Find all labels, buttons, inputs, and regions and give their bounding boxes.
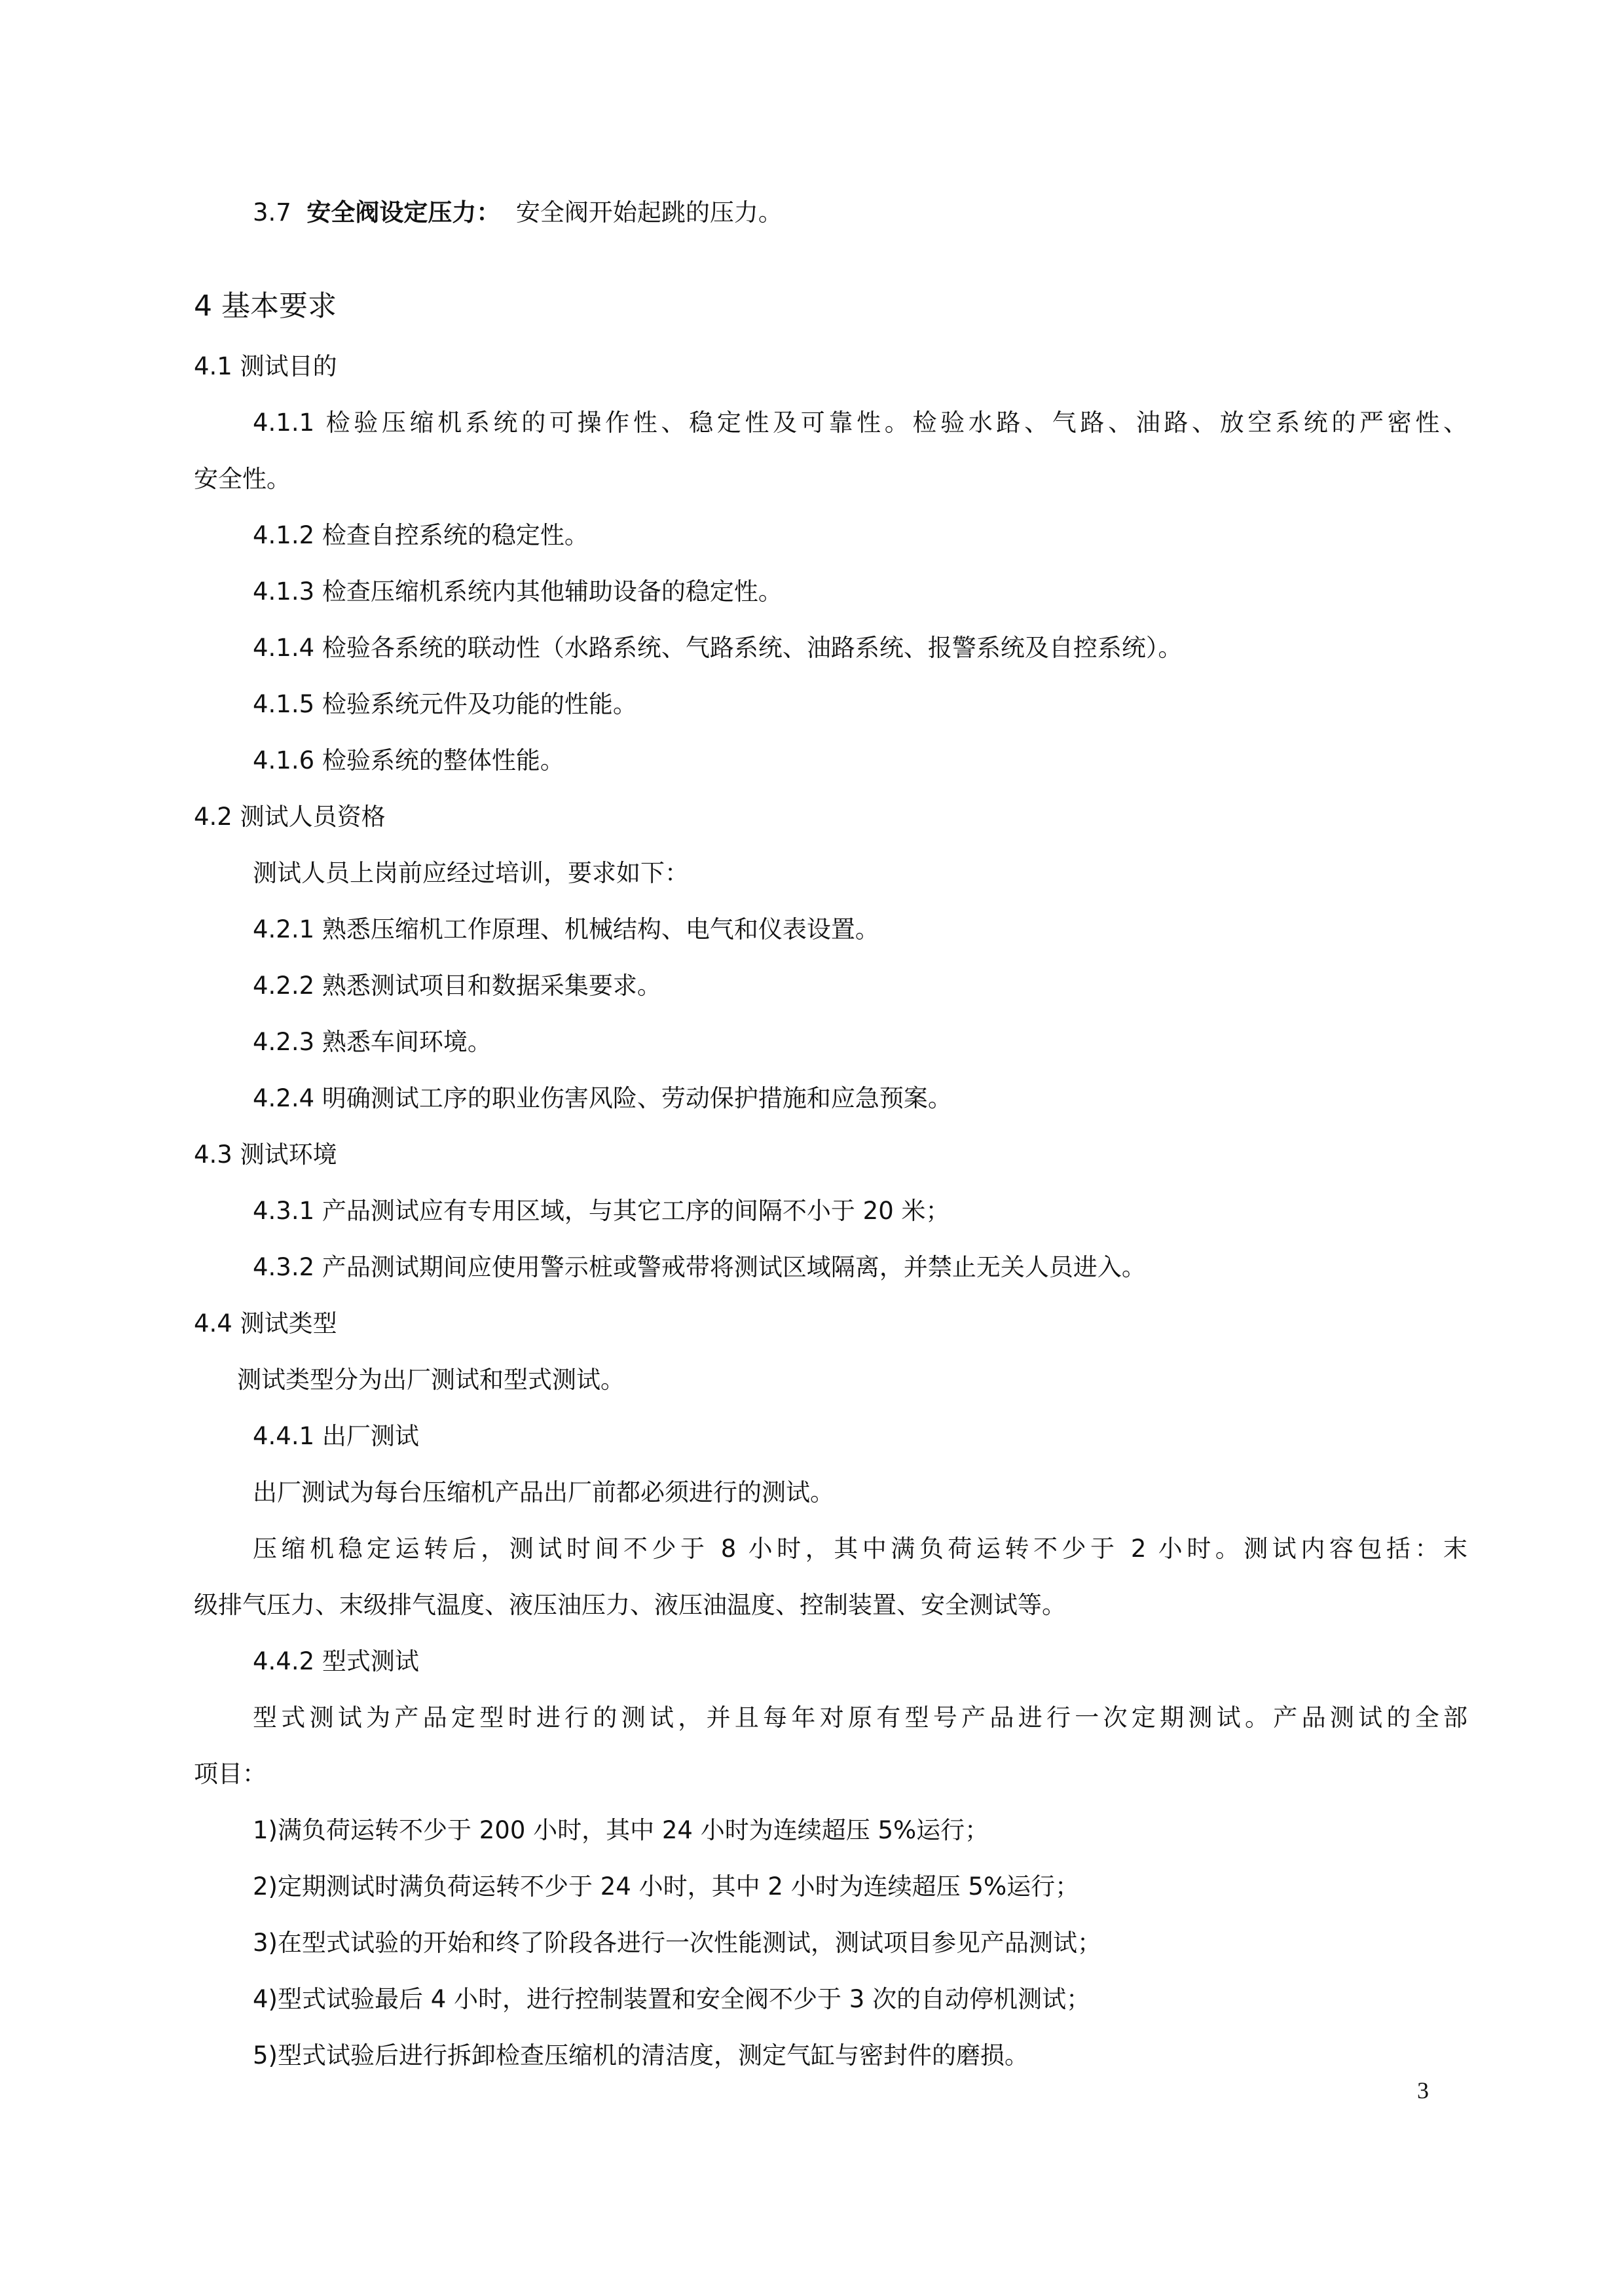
item-4-1-4: 4.1.4 检验各系统的联动性（水路系统、气路系统、油路系统、报警系统及自控系统）。	[253, 634, 1183, 662]
list-item: 5)型式试验后进行拆卸检查压缩机的清洁度，测定气缸与密封件的磨损。	[253, 2041, 1029, 2069]
paragraph-4-4-1-p2-line2: 级排气压力、末级排气温度、液压油压力、液压油温度、控制装置、安全测试等。	[194, 1591, 1066, 1619]
item-4-1-2: 4.1.2 检查自控系统的稳定性。	[253, 521, 589, 549]
item-4-2-3: 4.2.3 熟悉车间环境。	[253, 1028, 492, 1056]
item-4-3-1: 4.3.1 产品测试应有专用区域，与其它工序的间隔不小于 20 米；	[253, 1197, 950, 1225]
section-heading-4: 4 基本要求	[194, 289, 337, 323]
subsection-heading-4-3: 4.3 测试环境	[194, 1140, 337, 1169]
item-4-3-2: 4.3.2 产品测试期间应使用警示桩或警戒带将测试区域隔离，并禁止无关人员进入。	[253, 1253, 1146, 1281]
term-definition: 安全阀开始起跳的压力。	[515, 198, 783, 227]
page-number: 3	[1417, 2077, 1429, 2104]
section-3-7	[253, 200, 783, 225]
term-heading: 安全阀设定压力：	[306, 198, 501, 227]
subsection-heading-4-2: 4.2 测试人员资格	[194, 803, 386, 831]
item-4-1-5: 4.1.5 检验系统元件及功能的性能。	[253, 690, 637, 718]
item-4-1-6: 4.1.6 检验系统的整体性能。	[253, 746, 564, 774]
paragraph-4-4-2-p1-line2: 项目：	[194, 1760, 267, 1788]
item-4-2-2: 4.2.2 熟悉测试项目和数据采集要求。	[253, 972, 661, 1000]
list-item: 4)型式试验最后 4 小时，进行控制装置和安全阀不少于 3 次的自动停机测试；	[253, 1985, 1091, 2013]
paragraph-4-1-1-line1: 4.1.1 检验压缩机系统的可操作性、稳定性及可靠性。检验水路、气路、油路、放空系统的严密性、	[253, 409, 1467, 437]
item-4-2-1: 4.2.1 熟悉压缩机工作原理、机械结构、电气和仪表设置。	[253, 915, 879, 943]
paragraph-4-4-intro: 测试类型分为出厂测试和型式测试。	[237, 1366, 625, 1394]
item-4-1-3: 4.1.3 检查压缩机系统内其他辅助设备的稳定性。	[253, 577, 783, 606]
paragraph-4-2-intro: 测试人员上岗前应经过培训，要求如下：	[253, 859, 689, 887]
subsubsection-heading-4-4-2: 4.4.2 型式测试	[253, 1647, 419, 1675]
subsubsection-heading-4-4-1: 4.4.1 出厂测试	[253, 1422, 419, 1450]
paragraph-4-4-1-p1: 出厂测试为每台压缩机产品出厂前都必须进行的测试。	[253, 1478, 834, 1506]
section-number: 3.7	[253, 198, 291, 227]
paragraph-4-4-1-p2-line1: 压缩机稳定运转后，测试时间不少于 8 小时，其中满负荷运转不少于 2 小时。测试内容包括：末	[253, 1535, 1467, 1563]
paragraph-4-4-2-p1-line1: 型式测试为产品定型时进行的测试，并且每年对原有型号产品进行一次定期测试。产品测试的全部	[253, 1704, 1467, 1732]
item-4-2-4: 4.2.4 明确测试工序的职业伤害风险、劳动保护措施和应急预案。	[253, 1084, 952, 1112]
list-item: 2)定期测试时满负荷运转不少于 24 小时，其中 2 小时为连续超压 5%运行；	[253, 1872, 1080, 1901]
list-item: 1)满负荷运转不少于 200 小时，其中 24 小时为连续超压 5%运行；	[253, 1816, 989, 1844]
subsection-heading-4-1: 4.1 测试目的	[194, 352, 337, 380]
paragraph-4-1-1-line2: 安全性。	[194, 465, 291, 493]
subsection-heading-4-4: 4.4 测试类型	[194, 1309, 337, 1338]
list-item: 3)在型式试验的开始和终了阶段各进行一次性能测试，测试项目参见产品测试；	[253, 1929, 1101, 1957]
